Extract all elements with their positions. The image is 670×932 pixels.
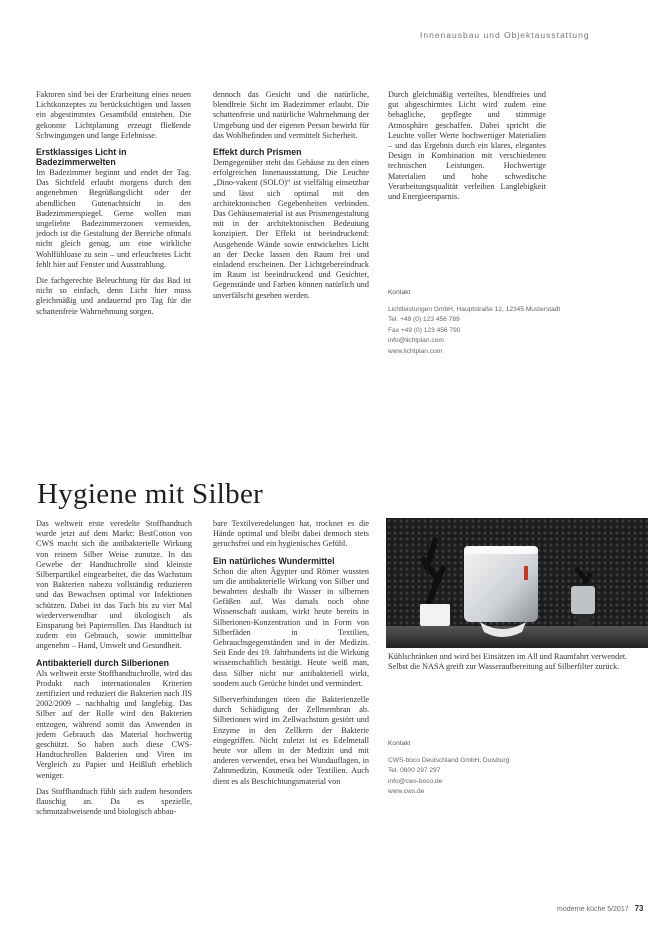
contact-heading: Kontakt [388, 289, 411, 296]
top-article-column-2 [213, 90, 369, 307]
article-title: Hygiene mit Silber [37, 478, 264, 510]
contact-heading: Kontakt [388, 740, 411, 747]
article-column-1 [36, 519, 192, 823]
paragraph: Schon die alten Ägypter und Römer wussten um die antibakterielle Wirkung von Silber und bewahrten deshalb ihr Wasser in silbernen Gefäßen auf. Was damals noch ohne Wissenschaft auskam, wirkt heute bereits in Silberionen-Konzentration und in Form von Silberfäden in Textilien, Gebrauchsgegenständen und in der Medizin. Seit Ende des 19. Jahrhunderts ist die Wirkung wissenschaftlich bestätigt. Heute weiß man, dass Silber nicht nur antibakteriell wirkt, sondern auch Gerüche bindet und vermindert. [213, 566, 369, 688]
paragraph: dennoch das Gesicht und die natürliche, blendfreie Sicht im Badezimmer erlaubt. Die schattenfreie und natürliche Wahrnehmung der Umgebung und der eigenen Person bewirkt für das Wohlbefinden und vermittelt Sicherheit. [213, 90, 369, 140]
page-number: 73 [634, 904, 644, 913]
contact-link[interactable]: www.cws.de [388, 788, 425, 796]
paragraph: Demgegenüber steht das Gehäuse zu den einen erfolgreichen Innenausstattung. Die Leuchte „Dino-vakent (SOLO)“ ist vielfältig einsetzbar und lässt sich optimal mit den architektonischen Gegebenheiten verbinden. Das Gehäusematerial ist aus Prismengestaltung mit in der architektonischen Bedeutung konzipiert. Der Effekt ist beeindruckend: Ausgehende Wände sowie entwickeltes Licht an der Decke lassen den Raum frei und einladend erscheinen. Der Lichtgebereindruck im Raum ist beeindruckend und Gesichter, Gegenstände und Farben können natürlich und unverfälscht gesehen werden. [213, 158, 369, 300]
contact-line: CWS-boco Deutschland GmbH, Duisburg [388, 756, 510, 764]
paragraph: Durch gleichmäßig verteiltes, blendfreies und gut abgeschirmtes Licht wird zudem eine behagliche, gepflegte und stimmige Atmosphäre geschaffen. Dabei spricht die Leuchte voller Werte hochwertiger Materialien – und das Ergebnis durch ein klares, elegantes Design in Kombination mit verschiedenen technischen Leistungen. Hochwertige Materialien und hohe schwedische Verarbeitungsqualität verleihen Langlebigkeit und Energieersparnis. [388, 90, 546, 202]
photo-caption: Kühlschränken und wird bei Einsätzen im All und Raumfahrt verwendet. Selbst die NASA greift zur Wasseraufbereitung auf Silberfilter zurück. [388, 652, 628, 672]
subheading: Erstklassiges Licht in Badezimmerwelten [36, 147, 127, 168]
contact-line: Fax +49 (0) 123 456 790 [388, 326, 461, 334]
paragraph: Silberverbindungen töten die Bakterienzelle durch Schädigung der Zellmembran ab. Silberionen wird im Zellwachstum gestört und Enzyme in den Zellkern der Bakterie eingegriffen. Nicht zuletzt ist es Edelmetall heute vor allem in der Medizin und mit anderen verwendet, etwa bei Wundauflagen, in Zahnmedizin, Kosmetik oder Textilien. Auch dient es als Beschichtungsmaterial von [213, 695, 369, 786]
article-column-2 [213, 519, 369, 793]
paragraph: Die fachgerechte Beleuchtung für das Bad ist nicht so einfach, denn Licht hier muss gleichmäßig und andauernd pro Tag für die schattenfreie Wahrnehmung sorgen. [36, 276, 191, 316]
towel-dispenser-illustration [386, 518, 648, 648]
contact-link[interactable]: www.lichtplan.com [388, 347, 443, 355]
paragraph: Als weltweit erste Stoffhandtuchrolle, wird das Produkt nach internationalen Kriterien zertifiziert und reduziert die Bakterien nach JIS 2002/2009 – nachhaltig und langlebig. Das Silber auf der Rolle wird den Bakterien entzogen, während somit das Anwenden in jedem Gebrauch das Material hochwertig geschützt. So haben auch diese CWS-Handtuchrollen Bakterien und Viren im Vergleich zu Papier und Heißluft erheblich weniger. [36, 668, 192, 780]
paragraph: Das Stoffhandtuch fühlt sich zudem besonders flauschig an. Da es spezielle, schmutzabweisende und biologisch abbau- [36, 786, 192, 817]
subheading: Effekt durch Prismen [213, 147, 302, 158]
paragraph: Im Badezimmer beginnt und endet der Tag. Das Sichtfeld erlaubt morgens durch den angenehmen Begrüßungslicht oder der abendlichen Gutenachtsicht in den Badezimmerspiegel. Gerne wollen man ungeliebte Badezimmerzonen vermeiden, jedoch ist die Gestaltung der Bereiche oftmals nicht gleich genug, um eine wirkliche Wohlfühloase zu sein – und erleuchtetes Licht fehlt hier auf Fenster und Ausstrahlung. [36, 168, 191, 269]
contact-line: info@lichtplan.com [388, 337, 444, 345]
page-footer [557, 904, 644, 913]
paragraph: Das weltweit erste veredelte Stoffhandtuch wurde jetzt auf dem Markt: BestCotton von CWS macht sich die antibakterielle Wirkung von reinem Silber Weise zunutze. In das Gewebe der Handtuchrolle sind kleinste Silberpartikel eingearbeitet, die das Wachstum von Bakterien nahezu vollständig reduzieren und das Bewachsen optimal vor Infektionen schützen. Dabei ist das Tuch bis zu vier Mal wiederverwendbar und ökologisch als Einsparung bei Papierrollen. Das Handtuch ist zudem ein Gebrauch, sowie unmittelbar angenehm – Hand, Umwelt und Gesundheit. [36, 519, 192, 651]
product-photo [386, 518, 648, 648]
running-head: Innenausbau und Objektausstattung [420, 30, 590, 40]
paragraph: Faktoren sind bei der Erarbeitung eines neuen Lichtkonzeptes zu berücksichtigen und lassen ein abgestimmtes Gesamtbild entstehen. Die gekonnte Lichtplanung erzeugt fließende Schwingungen und lange Erlebnisse. [36, 90, 191, 140]
paragraph: bare Textilveredelungen hat, trocknet es die Hände optimal und bleibt dabei dennoch stets geruchsfrei und ein hygienisches Gefühl. [213, 519, 369, 549]
top-article-column-1 [36, 90, 191, 323]
article-contact-box [388, 739, 568, 798]
magazine-issue: moderne küche 5/2017 [557, 906, 629, 913]
top-article-contact-box [388, 288, 568, 358]
contact-line: Tel. +49 (0) 123 456 789 [388, 316, 460, 324]
contact-line: info@cws-boco.de [388, 777, 443, 785]
contact-line: Tel. 0800 297 297 [388, 767, 441, 775]
subheading: Antibakteriell durch Silberionen [36, 657, 169, 668]
subheading: Ein natürliches Wundermittel [213, 555, 335, 566]
contact-line: Lichtleistungen GmbH, Hauptstraße 12, 12345 Musterstadt [388, 305, 561, 313]
top-article-column-3 [388, 90, 546, 208]
